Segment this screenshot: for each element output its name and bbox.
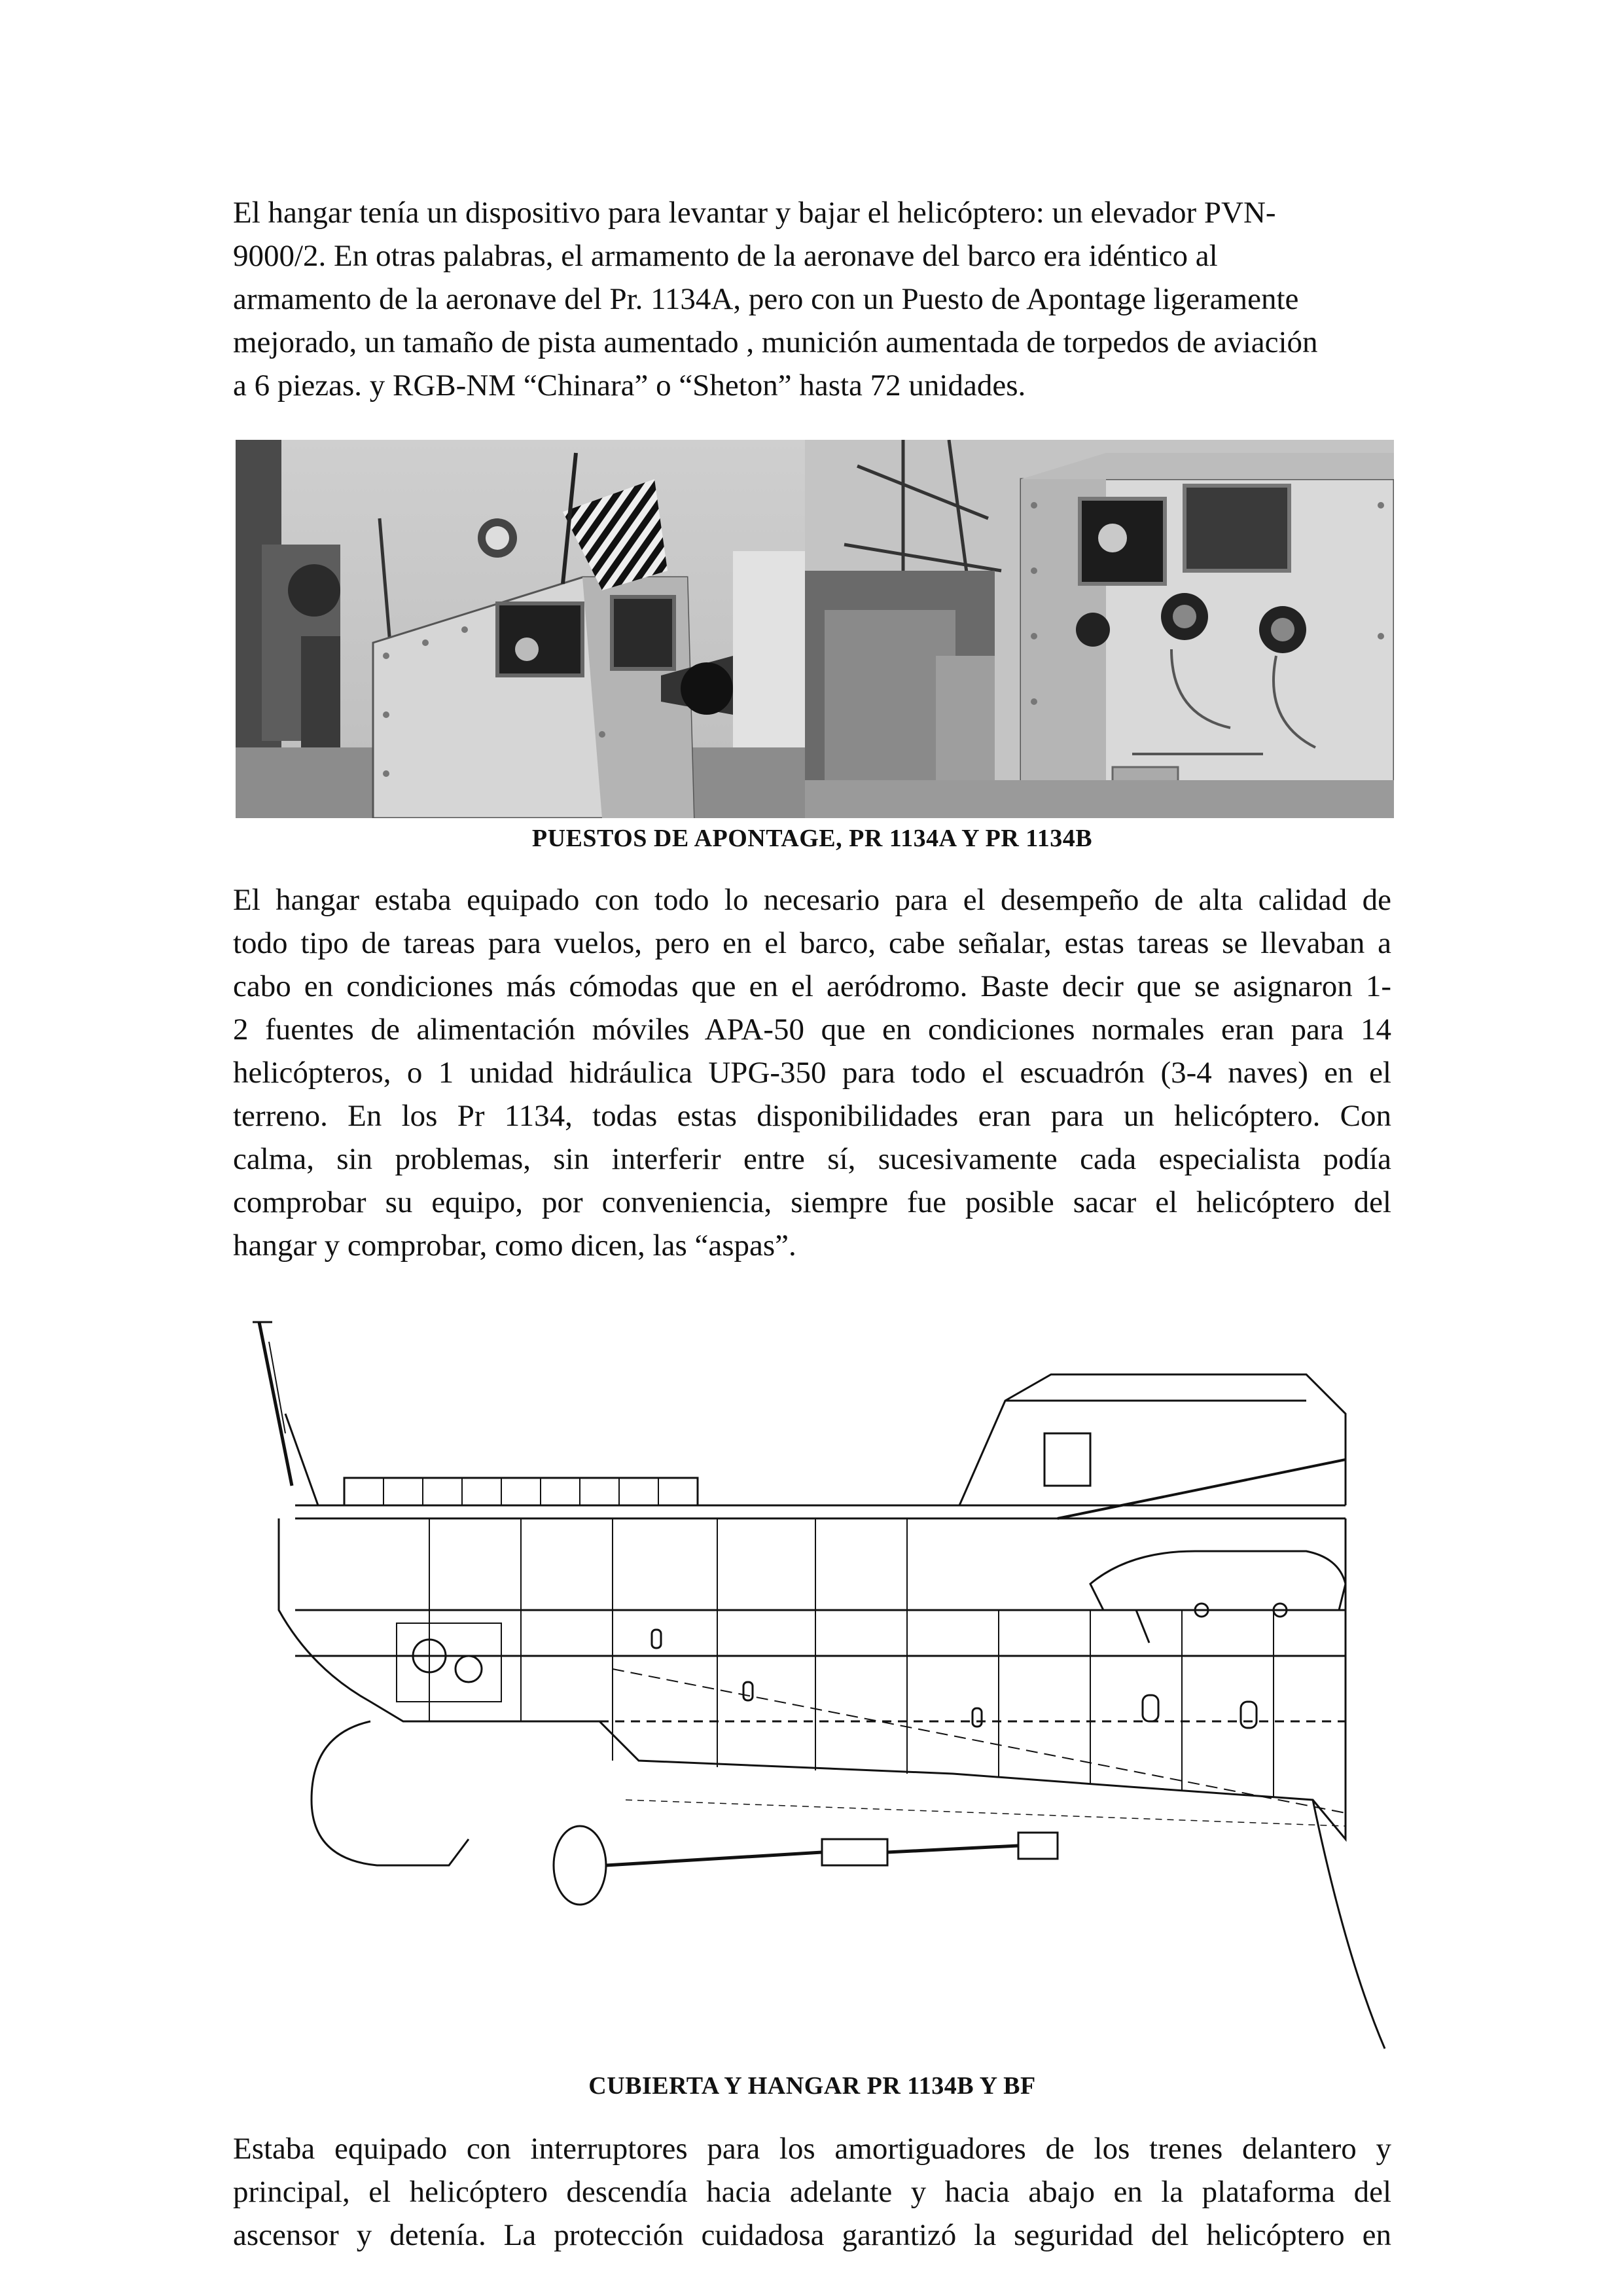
paragraph-3-line: Estaba equipado con interruptores para los amortiguadores de los trenes delantero y <box>233 2132 1391 2166</box>
paragraph-1-line: 9000/2. En otras palabras, el armamento de la aeronave del barco era idéntico al <box>233 239 1218 273</box>
paragraph-2-line: comprobar su equipo, por conveniencia, siempre fue posible sacar el helicóptero del <box>233 1185 1391 1219</box>
paragraph-2-line: helicópteros, o 1 unidad hidráulica UPG-350 para todo el escuadrón (3-4 naves) en el <box>233 1056 1391 1090</box>
paragraph-2-line: cabo en condiciones más cómodas que en el aeródromo. Baste decir que se asignaron 1- <box>233 969 1391 1003</box>
figure-1-caption: PUESTOS DE APONTAGE, PR 1134A Y PR 1134B <box>531 825 1093 852</box>
landing-post-photo-1134a <box>236 440 805 818</box>
paragraph-1 <box>233 191 1391 407</box>
paragraph-3-line: principal, el helicóptero descendía hacia adelante y hacia abajo en la plataforma del <box>233 2175 1391 2209</box>
paragraph-1-line: mejorado, un tamaño de pista aumentado , munición aumentada de torpedos de aviación <box>233 325 1318 359</box>
paragraph-2-line: El hangar estaba equipado con todo lo necesario para el desempeño de alta calidad de <box>233 883 1391 917</box>
paragraph-3-line: ascensor y detenía. La protección cuidadosa garantizó la seguridad del helicóptero en <box>233 2218 1391 2252</box>
paragraph-2-line: 2 fuentes de alimentación móviles APA-50 que en condiciones normales eran para 14 <box>233 1013 1391 1047</box>
paragraph-1-line: a 6 piezas. y RGB-NM “Chinara” o “Sheton” hasta 72 unidades. <box>233 368 1026 403</box>
deck-hangar-drawing <box>233 1302 1394 2055</box>
paragraph-2-line: calma, sin problemas, sin interferir entre sí, sucesivamente cada especialista podía <box>233 1142 1391 1176</box>
paragraph-1-line: armamento de la aeronave del Pr. 1134A, pero con un Puesto de Apontage ligeramente <box>233 282 1299 316</box>
landing-post-photo-1134b <box>805 440 1394 818</box>
paragraph-2 <box>233 878 1391 1267</box>
paragraph-2-line: todo tipo de tareas para vuelos, pero en el barco, cabe señalar, estas tareas se llevaban a <box>233 926 1391 960</box>
paragraph-1-line: El hangar tenía un dispositivo para levantar y bajar el helicóptero: un elevador PVN- <box>233 196 1276 230</box>
paragraph-2-line: terreno. En los Pr 1134, todas estas disponibilidades eran para un helicóptero. Con <box>233 1099 1391 1133</box>
paragraph-2-line: hangar y comprobar, como dicen, las “aspas”. <box>233 1229 796 1263</box>
figure-2-caption: CUBIERTA Y HANGAR PR 1134B Y BF <box>588 2072 1036 2100</box>
paragraph-3 <box>233 2127 1391 2257</box>
